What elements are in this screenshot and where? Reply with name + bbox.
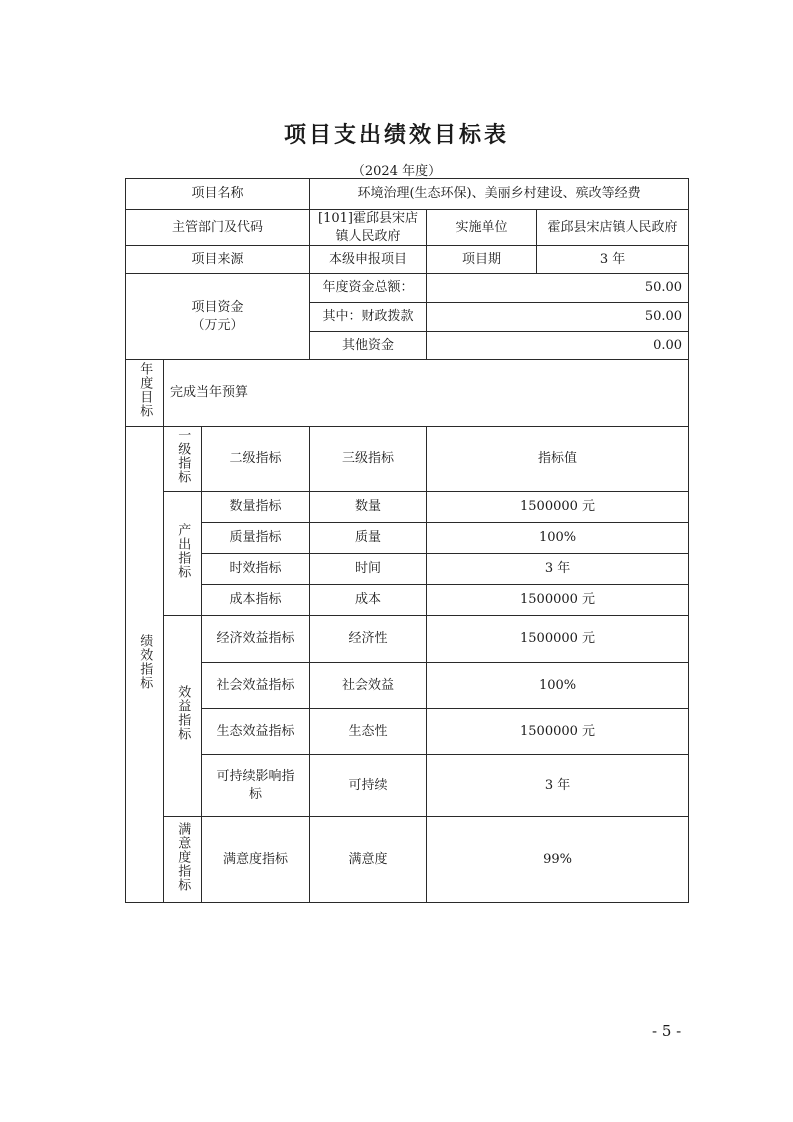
value-cell: 1500000 元	[427, 709, 689, 755]
level3-cell: 社会效益	[310, 663, 427, 709]
level2-cell: 时效指标	[202, 554, 310, 585]
level3-cell: 可持续	[310, 755, 427, 817]
funds-label	[126, 274, 310, 360]
funds-fiscal-value: 50.00	[427, 303, 689, 332]
perf-label: 绩效指标	[126, 427, 164, 903]
source-value: 本级申报项目	[310, 246, 427, 274]
funds-total-value: 50.00	[427, 274, 689, 303]
table-row	[126, 554, 689, 585]
project-name-value: 环境治理(生态环保)、美丽乡村建设、殡改等经费	[310, 179, 689, 210]
table-row	[126, 585, 689, 616]
value-cell: 100%	[427, 523, 689, 554]
level3-cell: 生态性	[310, 709, 427, 755]
benefit-label: 效益指标	[164, 616, 202, 817]
output-label: 产出指标	[164, 492, 202, 616]
project-name-label: 项目名称	[126, 179, 310, 210]
impl-label: 实施单位	[427, 210, 537, 246]
value-cell: 1500000 元	[427, 585, 689, 616]
table-row	[126, 523, 689, 554]
row-source	[126, 246, 689, 274]
level2-cell: 经济效益指标	[202, 616, 310, 663]
period-label: 项目期	[427, 246, 537, 274]
document-title: 项目支出绩效目标表	[283, 122, 509, 148]
level2-cell: 成本指标	[202, 585, 310, 616]
value-cell: 99%	[427, 817, 689, 903]
level2-cell: 数量指标	[202, 492, 310, 523]
table-row	[126, 817, 689, 903]
table-row	[126, 663, 689, 709]
level2-cell: 社会效益指标	[202, 663, 310, 709]
value-cell: 1500000 元	[427, 616, 689, 663]
satisfaction-label: 满意度指标	[164, 817, 202, 903]
document-year: （2024 年度）	[351, 164, 442, 179]
table-row	[126, 709, 689, 755]
level3-cell: 时间	[310, 554, 427, 585]
impl-value: 霍邱县宋店镇人民政府	[537, 210, 689, 246]
dept-label: 主管部门及代码	[126, 210, 310, 246]
level3-cell: 经济性	[310, 616, 427, 663]
value-cell: 100%	[427, 663, 689, 709]
value-cell: 1500000 元	[427, 492, 689, 523]
table-row	[126, 616, 689, 663]
value-cell: 3 年	[427, 554, 689, 585]
page-number: - 5 -	[652, 1022, 682, 1040]
performance-target-table	[125, 178, 689, 903]
row-department	[126, 210, 689, 246]
level2-cell: 可持续影响指标	[202, 755, 310, 817]
level2-cell: 质量指标	[202, 523, 310, 554]
level3-cell: 满意度	[310, 817, 427, 903]
funds-total-label: 年度资金总额：	[310, 274, 427, 303]
table-row	[126, 755, 689, 817]
funds-other-label: 其他资金	[310, 332, 427, 360]
header-level1: 一级指标	[164, 427, 202, 492]
annual-goal-label: 年度目标	[126, 360, 164, 427]
level3-cell: 数量	[310, 492, 427, 523]
value-cell: 3 年	[427, 755, 689, 817]
row-annual-goal	[126, 360, 689, 427]
funds-other-value: 0.00	[427, 332, 689, 360]
funds-fiscal-label: 其中：财政拨款	[310, 303, 427, 332]
header-value: 指标值	[427, 427, 689, 492]
row-funds-total	[126, 274, 689, 303]
funds-label-text: 项目资金（万元）	[191, 300, 244, 333]
source-label: 项目来源	[126, 246, 310, 274]
header-level2: 二级指标	[202, 427, 310, 492]
header-level3: 三级指标	[310, 427, 427, 492]
level2-cell: 满意度指标	[202, 817, 310, 903]
dept-value: [101]霍邱县宋店镇人民政府	[310, 210, 427, 246]
annual-goal-value: 完成当年预算	[164, 360, 689, 427]
row-project-name	[126, 179, 689, 210]
period-value: 3 年	[537, 246, 689, 274]
level2-cell: 生态效益指标	[202, 709, 310, 755]
level3-cell: 质量	[310, 523, 427, 554]
level3-cell: 成本	[310, 585, 427, 616]
table-row	[126, 492, 689, 523]
row-perf-header	[126, 427, 689, 492]
